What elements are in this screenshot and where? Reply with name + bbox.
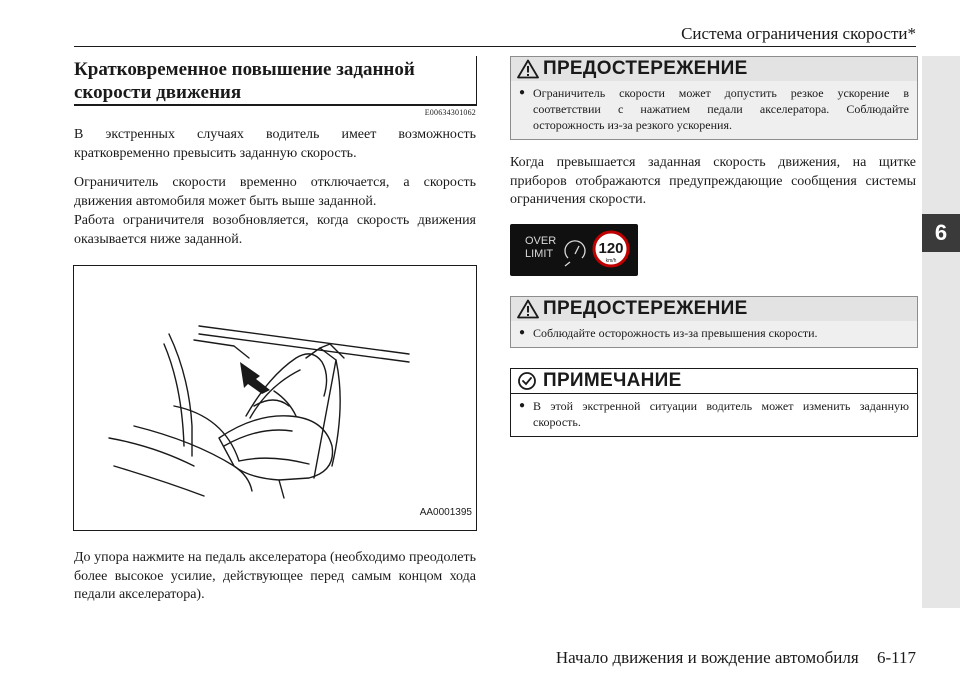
section-code: E00634301062 [424, 108, 476, 117]
warning-triangle-icon [517, 59, 539, 79]
warning-header [511, 57, 917, 81]
paragraph-resume: Работа ограничителя возобновляется, когда скорость движения оказывается ниже заданной. [74, 213, 476, 247]
warning-box-acceleration [510, 56, 918, 140]
warning-heading: ПРЕДОСТЕРЕЖЕНИЕ [543, 58, 748, 79]
paragraph-display-message: Когда превышается заданная скорость движения, на щитке приборов отображаются предупреждающие сообщения системы ограничения скорости. [510, 155, 916, 207]
warning-text: Соблюдайте осторожность из-за превышения скорости. [533, 326, 818, 340]
note-header [511, 369, 917, 394]
warning-body [511, 81, 917, 139]
display-line1: OVER [525, 235, 557, 247]
page-footer [556, 648, 916, 668]
section-title: Кратковременное повышение заданной скорости движения [74, 59, 415, 103]
note-box [510, 368, 918, 437]
over-limit-display [510, 224, 638, 276]
side-band [922, 56, 960, 608]
warning-heading: ПРЕДОСТЕРЕЖЕНИЕ [543, 298, 748, 319]
over-limit-graphic [510, 224, 638, 276]
bullet-icon: ● [519, 400, 526, 411]
warning-box-speed [510, 296, 918, 348]
bullet-item [519, 325, 909, 341]
running-header: Система ограничения скорости* [681, 24, 916, 43]
pedal-drawing [74, 266, 476, 530]
page-number: 6-117 [876, 648, 916, 667]
display-unit: km/h [605, 258, 617, 264]
footer-title: Начало движения и вождение автомобиля [555, 648, 859, 667]
paragraph-disable: Ограничитель скорости временно отключается, а скорость движения автомобиля может быть выше заданной. [74, 175, 476, 209]
chapter-tab[interactable]: 6 [922, 214, 960, 252]
paragraph-instruction: До упора нажмите на педаль акселератора (необходимо преодолеть более высокое усилие, действующее перед самым концом хода педали акселератора). [74, 550, 476, 602]
paragraph-intro: В экстренных случаях водитель имеет возможность кратковременно превысить заданную скорость. [74, 127, 476, 161]
note-heading: ПРИМЕЧАНИЕ [543, 370, 682, 391]
warning-header [511, 297, 917, 321]
display-speed: 120 [598, 240, 624, 257]
bullet-item [519, 85, 909, 133]
warning-triangle-icon [517, 299, 539, 319]
warning-text: Ограничитель скорости может допустить резкое ускорение в соответствии с нажатием педали акселератора. Соблюдайте осторожность из-за резкого ускорения. [533, 86, 909, 132]
figure-code: AA0001395 [419, 507, 472, 518]
note-text: В этой экстренной ситуации водитель может изменить заданную скорость. [533, 399, 909, 429]
bullet-icon: ● [519, 327, 526, 338]
note-body [511, 394, 917, 436]
note-icon [517, 371, 537, 391]
display-line2: LIMIT [525, 248, 554, 260]
bullet-icon: ● [519, 87, 526, 98]
header-rule [74, 46, 916, 47]
warning-body [511, 321, 917, 347]
speedometer-icon [565, 241, 585, 258]
bullet-item [519, 398, 909, 430]
pedal-illustration [73, 265, 477, 531]
